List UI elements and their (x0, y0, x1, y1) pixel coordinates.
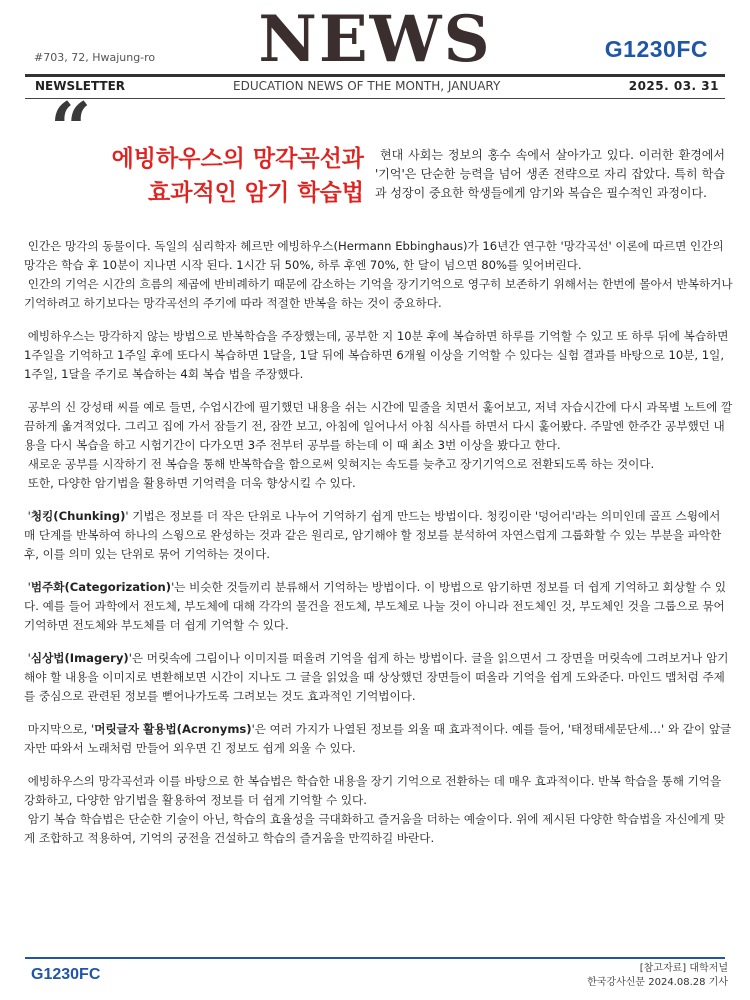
method-text: '은 여러 가지가 나열된 정보를 외울 때 효과적이다. 예를 들어, '태정태세문단세…' 와 같이 앞글자만 따와서 노래처럼 만들어 외우면 긴 정보도 쉽게 외울 수 있다. (24, 722, 732, 755)
lead-paragraph (375, 146, 725, 203)
reference-line-2: 한국강사신문 2024.08.28 기사 (587, 977, 728, 988)
sub-header-bar (25, 77, 725, 96)
footer-brand-logo: G1230FC (31, 966, 101, 983)
memory-method-acronyms (24, 720, 734, 758)
method-text: '는 비슷한 것들끼리 분류해서 기억하는 방법이다. 이 방법으로 암기하면 정보를 더 쉽게 기억하고 회상할 수 있다. 예를 들어 과학에서 전도체, 부도체에 대해 각각의 물건을 전도체, 부도체로 나눌 것이 아니라 전도체인 것, 부도체인 것을 그룹으로 묶어 기억하면 전도체와 부도체를 더 쉽게 기억할 수 있다. (24, 580, 727, 632)
paragraph (24, 772, 734, 810)
article-body (24, 237, 734, 848)
paragraph (24, 810, 734, 848)
paragraph (24, 398, 734, 455)
paragraph-text: 에빙하우스의 망각곡선과 이를 바탕으로 한 복습법은 학습한 내용을 장기 기억으로 전환하는 데 매우 효과적이다. 반복 학습을 통해 기억을 강화하고, 다양한 암기법을 활용하여 정보를 더 쉽게 기억할 수 있다. (24, 774, 722, 807)
brand-logo: G1230FC (604, 36, 708, 62)
memory-method-categorization: '범주화(Categorization)'는 비슷한 것들끼리 분류해서 기억하는 방법이다. 이 방법으로 암기하면 정보를 더 쉽게 기억하고 회상할 수 있다. 예를 들어 과학에서 전도체, 부도체에 대해 각각의 물건을 전도체, 부도체로 나눌 것이 아니라 전도체인 것, 부도체인 것을 그룹으로 묶어 기억하면 전도체와 부도체를 더 쉽게 기억할 수 있다. (24, 580, 727, 632)
paragraph-text: 또한, 다양한 암기법을 활용하면 기억력을 더욱 향상시킬 수 있다. (27, 476, 356, 490)
paragraph (24, 275, 734, 313)
paragraph-text: 인간의 기억은 시간의 흐름의 제곱에 반비례하기 때문에 감소하는 기억을 장기기억으로 영구히 보존하기 위해서는 한번에 몰아서 반복하거나 기억하려고 하기보다는 망각곡선의 주기에 따라 적절한 반복을 하는 것이 중요하다. (24, 277, 733, 310)
bottom-rule (25, 957, 725, 959)
method-term: 심상법(Imagery) (30, 651, 129, 665)
quote-mark-icon: “ (50, 86, 92, 171)
paragraph-text: 에빙하우스는 망각하지 않는 방법으로 반복학습을 주장했는데, 공부한 지 10분 후에 복습하면 하루를 기억할 수 있고 또 하루 뒤에 복습하면 1주일을 기억하고 1주일 후에 또다시 복습하면 1달을, 1달 뒤에 복습하면 6개월 이상을 기억할 수 있다는 실험 결과를 바탕으로 10분, 1일, 1주일, 1달을 주기로 복습하는 4회 복습 법을 주장했다. (24, 329, 729, 381)
method-text: ' 기법은 정보를 더 작은 단위로 나누어 기억하기 쉽게 만드는 방법이다. 청킹이란 '덩어리'라는 의미인데 골프 스윙에서 매 단계를 반복하여 하나의 스윙으로 완성하는 것과 같은 원리로, 암기해야 할 정보를 분석하여 자연스럽게 그룹화할 수 있는 부분을 파악한 후, 이를 의미 있는 단위로 묶어 기억하는 것이다. (24, 509, 722, 561)
method-term: 머릿글자 활용법(Acronyms) (94, 722, 252, 736)
sub-rule (25, 98, 725, 99)
headline-line-2: 효과적인 암기 학습법 (148, 180, 364, 206)
method-text: '은 머릿속에 그림이나 이미지를 떠올려 기억을 쉽게 하는 방법이다. 글을 읽으면서 그 장면을 머릿속에 그려보거나 암기해야 할 내용을 이미지로 변환해보면 시간이 지나도 그 글을 읽었을 때 상상했던 장면들이 떠올라 기억을 쉽게 도와준다. 마인드 맵처럼 주제를 중심으로 관련된 정보를 뻗어나가도록 그려보는 것도 효과적인 기억법이다. (24, 651, 729, 703)
paragraph-text: 공부의 신 강성태 씨를 예로 들면, 수업시간에 필기했던 내용을 쉬는 시간에 밑줄을 치면서 훑어보고, 저녁 자습시간에 다시 과목별 노트에 깔끔하게 옮겨적었다. 그리고 집에 가서 잠들기 전, 잠깐 보고, 아침에 일어나서 아침 식사를 하면서 다시 훑어봤다. 주말엔 한주간 공부했던 내용을 다시 복습을 하고 시험기간이 다가오면 3주 전부터 공부를 하는데 이 때 최소 3번 이상을 봤다고 한다. (24, 400, 733, 452)
memory-method-imagery: '심상법(Imagery)'은 머릿속에 그림이나 이미지를 떠올려 기억을 쉽게 하는 방법이다. 글을 읽으면서 그 장면을 머릿속에 그려보거나 암기해야 할 내용을 이미지로 변환해보면 시간이 지나도 그 글을 읽었을 때 상상했던 장면들이 떠올라 기억을 쉽게 도와준다. 마인드 맵처럼 주제를 중심으로 관련된 정보를 뻗어나가도록 그려보는 것도 효과적인 기억법이다. (24, 651, 729, 703)
reference-note (587, 962, 728, 990)
paragraph (24, 474, 734, 493)
paragraph (24, 327, 734, 384)
section-label: NEWSLETTER (35, 79, 126, 93)
issue-subtitle: EDUCATION NEWS OF THE MONTH, JANUARY (233, 79, 501, 93)
lead-text: 현대 사회는 정보의 홍수 속에서 살아가고 있다. 이러한 환경에서 '기억'은 단순한 능력을 넘어 생존 전략으로 자리 잡았다. 특히 학습과 성장이 중요한 학생들에게 암기와 복습은 필수적인 과정이다. (375, 148, 725, 200)
headline (44, 142, 364, 210)
paragraph-text: 새로운 공부를 시작하기 전 복습을 통해 반복학습을 함으로써 잊혀지는 속도를 늦추고 장기기억으로 전환되도록 하는 것이다. (27, 457, 655, 471)
issue-date: 2025. 03. 31 (628, 79, 719, 93)
method-term: 청킹(Chunking) (30, 509, 126, 523)
paragraph-text: 인간은 망각의 동물이다. 독일의 심리학자 헤르만 에빙하우스(Hermann Ebbinghaus)가 16년간 연구한 '망각곡선' 이론에 따르면 인간의 망각은 학습 후 10분이 지나면 시작 된다. 1시간 뒤 50%, 하루 후엔 70%, 한 달이 넘으면 80%를 잊어버린다. (24, 239, 724, 272)
reference-line-1: [참고자료] 대학저널 (639, 963, 728, 974)
paragraph-text: 암기 복습 학습법은 단순한 기술이 아닌, 학습의 효율성을 극대화하고 즐거움을 더하는 예술이다. 위에 제시된 다양한 학습법을 자신에게 맞게 조합하고 적용하여, 기억의 궁전을 건설하고 학습의 즐거움을 만끽하길 바란다. (24, 812, 725, 845)
masthead-title: NEWS (258, 2, 492, 77)
headline-line-1: 에빙하우스의 망각곡선과 (111, 146, 364, 172)
memory-method-chunking: '청킹(Chunking)' 기법은 정보를 더 작은 단위로 나누어 기억하기 쉽게 만드는 방법이다. 청킹이란 '덩어리'라는 의미인데 골프 스윙에서 매 단계를 반복하여 하나의 스윙으로 완성하는 것과 같은 원리로, 암기해야 할 정보를 분석하여 자연스럽게 그룹화할 수 있는 부분을 파악한 후, 이를 의미 있는 단위로 묶어 기억하는 것이다. (24, 509, 722, 561)
address: #703, 72, Hwajung-ro (34, 51, 156, 64)
paragraph (24, 455, 734, 474)
paragraph (24, 237, 734, 275)
method-term: 범주화(Categorization) (30, 580, 172, 594)
method-prefix: 마지막으로, ' (27, 722, 95, 736)
